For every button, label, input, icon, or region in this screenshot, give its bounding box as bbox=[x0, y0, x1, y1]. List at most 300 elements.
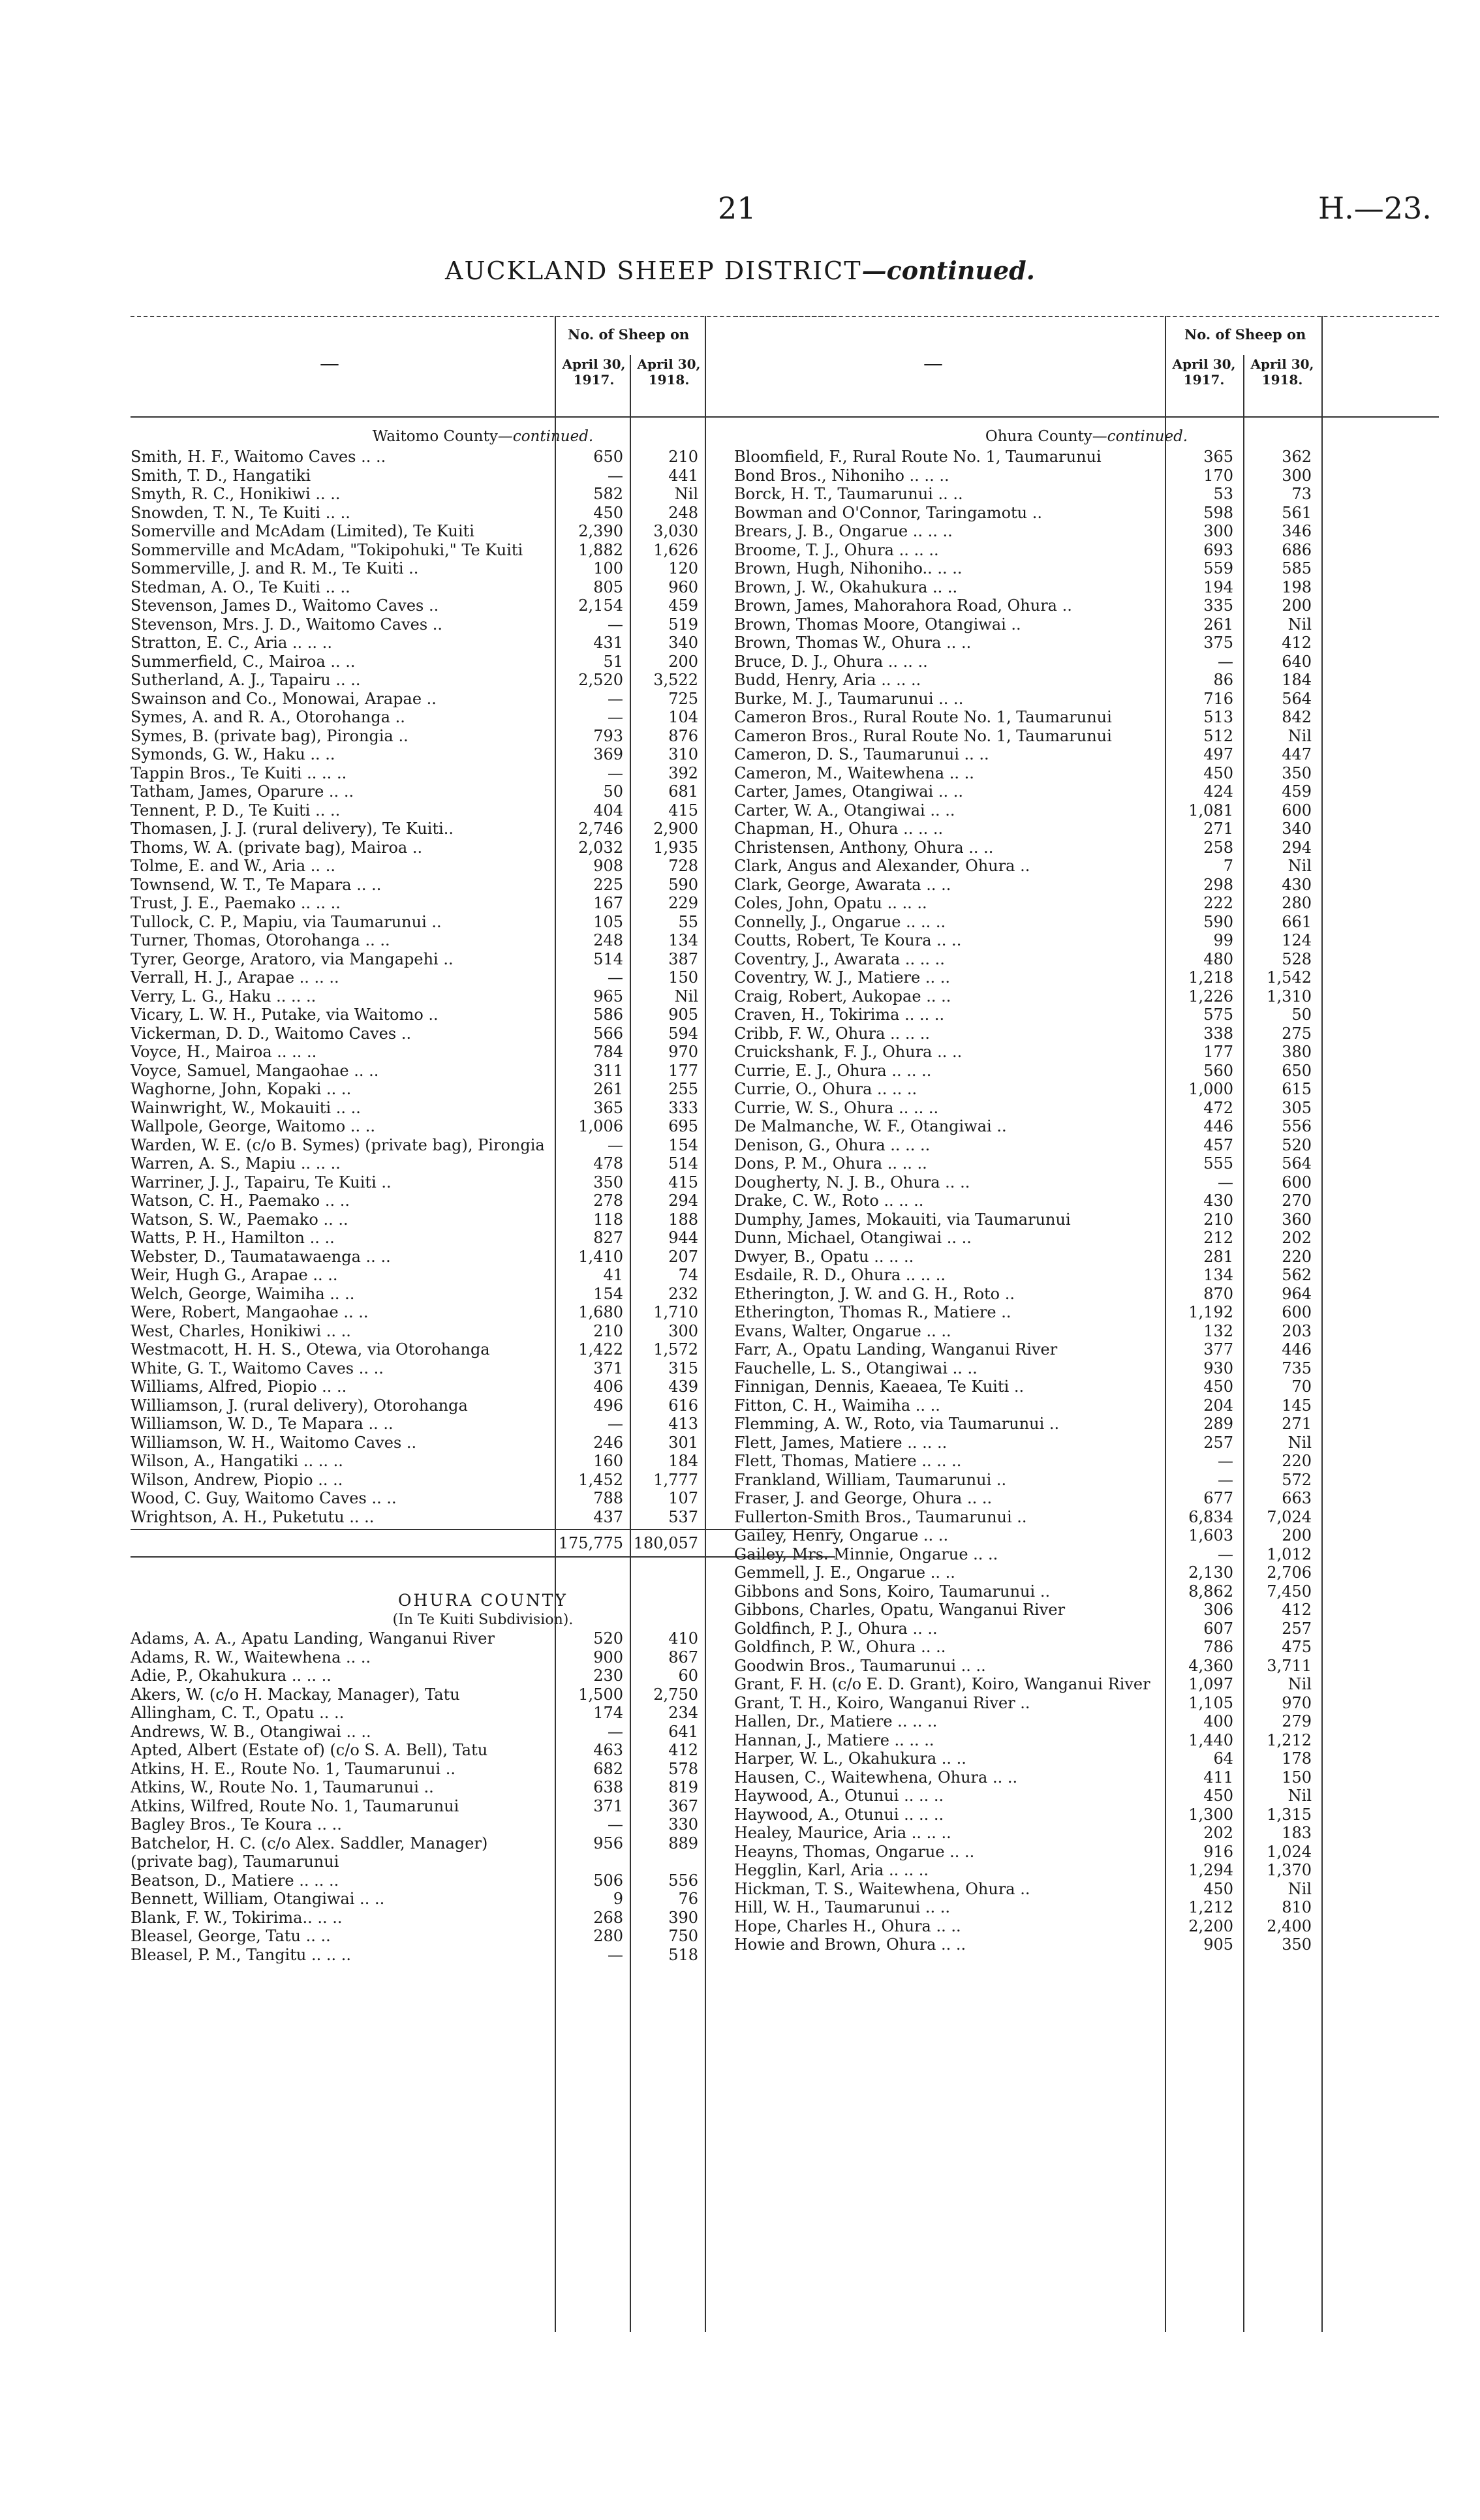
owner-name: Symes, B. (private bag), Pirongia .. bbox=[131, 726, 409, 745]
sheep-1918: Nil bbox=[1287, 1787, 1312, 1805]
owner-name: Tyrer, George, Aratoro, via Mangapehi .. bbox=[131, 949, 454, 968]
sheep-1918: 889 bbox=[668, 1834, 698, 1852]
sheep-1918: 134 bbox=[668, 931, 698, 949]
table-row bbox=[131, 1229, 835, 1248]
owner-name: Watts, P. H., Hamilton .. .. bbox=[131, 1229, 335, 1247]
sheep-1917: 716 bbox=[1203, 689, 1233, 708]
table-row bbox=[734, 801, 1439, 820]
table-body bbox=[734, 448, 1439, 1954]
sheep-1917: 1,226 bbox=[1188, 987, 1233, 1006]
sheep-1917: 497 bbox=[1203, 745, 1233, 763]
sheep-1917: — bbox=[608, 615, 623, 634]
sheep-1918: Nil bbox=[674, 987, 698, 1006]
owner-name: Drake, C. W., Roto .. .. .. bbox=[734, 1191, 924, 1210]
sheep-1917: 496 bbox=[593, 1396, 623, 1415]
sheep-1918: 561 bbox=[1282, 503, 1312, 522]
sheep-1917: 520 bbox=[593, 1629, 623, 1648]
sheep-1918: 514 bbox=[668, 1154, 698, 1173]
sheep-1917: — bbox=[608, 689, 623, 708]
owner-name: Grant, F. H. (c/o E. D. Grant), Koiro, Wanganui River bbox=[734, 1675, 1150, 1693]
owner-name: Connelly, J., Ongarue .. .. .. bbox=[734, 912, 946, 931]
owner-name: Apted, Albert (Estate of) (c/o S. A. Bell), Tatu bbox=[131, 1741, 488, 1759]
sheep-1918: Nil bbox=[1287, 726, 1312, 745]
table-row bbox=[734, 671, 1439, 690]
sheep-1918: 107 bbox=[668, 1489, 698, 1507]
table-row bbox=[131, 1080, 835, 1099]
sheep-1917: 2,032 bbox=[578, 838, 623, 857]
sheep-1918: 234 bbox=[668, 1704, 698, 1722]
sheep-1918: 600 bbox=[1282, 801, 1312, 820]
table-row bbox=[131, 1117, 835, 1136]
owner-name: Sommerville, J. and R. M., Te Kuiti .. bbox=[131, 559, 419, 577]
sheep-1918: 905 bbox=[668, 1006, 698, 1024]
table-row bbox=[734, 1210, 1439, 1229]
owner-name: Hill, W. H., Taumarunui .. .. bbox=[734, 1898, 951, 1916]
table-row bbox=[734, 1787, 1439, 1805]
table-row bbox=[734, 1154, 1439, 1173]
sheep-1918: 1,310 bbox=[1267, 987, 1312, 1006]
owner-name: Haywood, A., Otunui .. .. .. bbox=[734, 1805, 944, 1824]
table-row bbox=[734, 913, 1439, 932]
table-row bbox=[734, 1229, 1439, 1248]
sheep-1917: 431 bbox=[593, 634, 623, 652]
sheep-1918: 681 bbox=[668, 782, 698, 801]
sheep-1917: 41 bbox=[603, 1266, 623, 1284]
owner-name: Brown, Hugh, Nihoniho.. .. .. bbox=[734, 559, 963, 577]
table-row bbox=[734, 727, 1439, 746]
header-date-1917: April 30, 1917. bbox=[562, 356, 626, 388]
table-row bbox=[131, 950, 835, 969]
table-row bbox=[734, 1749, 1439, 1768]
owner-name: Cribb, F. W., Ohura .. .. .. bbox=[734, 1024, 931, 1043]
table-row bbox=[734, 522, 1439, 541]
table-row bbox=[131, 1154, 835, 1173]
table-row bbox=[734, 1768, 1439, 1787]
sheep-1917: 870 bbox=[1203, 1284, 1233, 1303]
sheep-1918: 600 bbox=[1282, 1173, 1312, 1191]
sheep-1917: 134 bbox=[1203, 1266, 1233, 1284]
table-row bbox=[734, 1285, 1439, 1304]
table-row bbox=[734, 559, 1439, 578]
sheep-1918: 362 bbox=[1282, 448, 1312, 466]
sheep-1918: 315 bbox=[668, 1359, 698, 1377]
owner-name: Brown, Thomas W., Ohura .. .. bbox=[734, 634, 972, 652]
owner-name: Frankland, William, Taumarunui .. bbox=[734, 1470, 1007, 1489]
owner-name: Townsend, W. T., Te Mapara .. .. bbox=[131, 875, 382, 894]
sheep-1918: 220 bbox=[1282, 1452, 1312, 1470]
owner-name: Howie and Brown, Ohura .. .. bbox=[734, 1935, 966, 1954]
page-number: 21 bbox=[718, 191, 756, 226]
sheep-1918: 360 bbox=[1282, 1210, 1312, 1229]
sheep-1918: 1,370 bbox=[1267, 1861, 1312, 1879]
page-reference: H.—23. bbox=[1318, 191, 1432, 226]
owner-name: Clark, George, Awarata .. .. bbox=[734, 875, 951, 894]
sheep-1917: 1,882 bbox=[578, 540, 623, 559]
table-row bbox=[131, 1396, 835, 1415]
sheep-1918: 3,522 bbox=[653, 671, 698, 689]
sheep-1918: 686 bbox=[1282, 540, 1312, 559]
table-row bbox=[131, 1667, 835, 1685]
sheep-1918: 1,710 bbox=[653, 1303, 698, 1321]
table-row bbox=[131, 1303, 835, 1322]
sheep-1918: 562 bbox=[1282, 1266, 1312, 1284]
table-row bbox=[131, 931, 835, 950]
sheep-1918: 1,777 bbox=[653, 1470, 698, 1489]
sheep-1917: 512 bbox=[1203, 726, 1233, 745]
owner-name: De Malmanche, W. F., Otangiwai .. bbox=[734, 1117, 1007, 1135]
table-row bbox=[131, 987, 835, 1006]
sheep-1917: 450 bbox=[1203, 1787, 1233, 1805]
header-group: No. of Sheep on bbox=[568, 326, 690, 343]
table-row bbox=[131, 1415, 835, 1434]
sheep-1918: 350 bbox=[1282, 1935, 1312, 1954]
owner-name: Akers, W. (c/o H. Mackay, Manager), Tatu bbox=[131, 1685, 460, 1704]
table-row bbox=[734, 857, 1439, 876]
header-date-1918: April 30, 1918. bbox=[637, 356, 701, 388]
sheep-1918: 271 bbox=[1282, 1415, 1312, 1433]
sheep-1917: 1,422 bbox=[578, 1340, 623, 1359]
sheep-1917: 365 bbox=[593, 1098, 623, 1117]
owner-name: Smith, H. F., Waitomo Caves .. .. bbox=[131, 448, 386, 466]
table-row bbox=[734, 894, 1439, 913]
table-row bbox=[734, 615, 1439, 634]
sheep-1918: 248 bbox=[668, 503, 698, 522]
sheep-1917: 2,390 bbox=[578, 522, 623, 540]
sheep-1917: 9 bbox=[613, 1890, 623, 1908]
sheep-1917: 86 bbox=[1213, 671, 1233, 689]
sheep-1917: 7 bbox=[1223, 857, 1233, 875]
table-row bbox=[131, 838, 835, 857]
table-row bbox=[734, 1861, 1439, 1880]
sheep-1918: 415 bbox=[668, 801, 698, 820]
sheep-1918: 198 bbox=[1282, 577, 1312, 596]
sheep-1917: 559 bbox=[1203, 559, 1233, 577]
sheep-1917: 170 bbox=[1203, 466, 1233, 485]
owner-name: Atkins, H. E., Route No. 1, Taumarunui .. bbox=[131, 1759, 456, 1778]
table-row bbox=[131, 857, 835, 876]
owner-name: Cameron, M., Waitewhena .. .. bbox=[734, 763, 974, 782]
owner-name: Tullock, C. P., Mapiu, via Taumarunui .. bbox=[131, 912, 442, 931]
table-row bbox=[131, 522, 835, 541]
owner-name: Carter, W. A., Otangiwai .. .. bbox=[734, 801, 955, 820]
table-row bbox=[734, 578, 1439, 597]
sheep-1917: 225 bbox=[593, 875, 623, 894]
sheep-1917: 446 bbox=[1203, 1117, 1233, 1135]
sheep-1917: 406 bbox=[593, 1377, 623, 1396]
sheep-1917: 174 bbox=[593, 1704, 623, 1722]
table-header bbox=[131, 316, 835, 418]
sheep-1917: 1,294 bbox=[1188, 1861, 1233, 1879]
sheep-1917: 513 bbox=[1203, 708, 1233, 726]
table-row bbox=[131, 708, 835, 727]
sheep-1918: 519 bbox=[668, 615, 698, 634]
table-row bbox=[734, 1415, 1439, 1434]
owner-name: Sutherland, A. J., Tapairu .. .. bbox=[131, 671, 361, 689]
table-row bbox=[131, 913, 835, 932]
sheep-1917: 8,862 bbox=[1188, 1582, 1233, 1601]
owner-name: Currie, O., Ohura .. .. .. bbox=[734, 1080, 917, 1098]
sheep-1917: 298 bbox=[1203, 875, 1233, 894]
sheep-1918: 725 bbox=[668, 689, 698, 708]
sheep-1918: 590 bbox=[668, 875, 698, 894]
sheep-1917: 1,680 bbox=[578, 1303, 623, 1321]
sheep-1917: 212 bbox=[1203, 1229, 1233, 1247]
table-row bbox=[131, 1434, 835, 1452]
sheep-1918: 475 bbox=[1282, 1638, 1312, 1656]
sheep-1917: 677 bbox=[1203, 1489, 1233, 1507]
sheep-1917: 210 bbox=[593, 1321, 623, 1340]
sheep-1918: 412 bbox=[668, 1741, 698, 1759]
owner-name: Blank, F. W., Tokirima.. .. .. bbox=[131, 1908, 343, 1927]
sheep-1917: — bbox=[1218, 1173, 1233, 1191]
sheep-1917: 693 bbox=[1203, 540, 1233, 559]
owner-name: Stevenson, James D., Waitomo Caves .. bbox=[131, 596, 439, 615]
table-row bbox=[131, 1778, 835, 1797]
owner-name: Evans, Walter, Ongarue .. .. bbox=[734, 1321, 951, 1340]
sheep-1918: 960 bbox=[668, 577, 698, 596]
sheep-1917: — bbox=[608, 1945, 623, 1964]
table-row bbox=[131, 1797, 835, 1816]
table-row bbox=[131, 1210, 835, 1229]
sheep-1918: 340 bbox=[668, 634, 698, 652]
table-row bbox=[131, 1946, 835, 1965]
table-row bbox=[131, 1909, 835, 1928]
table-row bbox=[734, 448, 1439, 467]
owner-name: Warriner, J. J., Tapairu, Te Kuiti .. bbox=[131, 1173, 392, 1191]
table-row bbox=[734, 1657, 1439, 1676]
sheep-1918: 585 bbox=[1282, 559, 1312, 577]
owner-name: Trust, J. E., Paemako .. .. .. bbox=[131, 894, 341, 912]
table-row bbox=[734, 764, 1439, 783]
sheep-1917: 204 bbox=[1203, 1396, 1233, 1415]
owner-name: Brown, James, Mahorahora Road, Ohura .. bbox=[734, 596, 1072, 615]
sheep-1918: 415 bbox=[668, 1173, 698, 1191]
table-row bbox=[131, 1377, 835, 1396]
sheep-1918: 964 bbox=[1282, 1284, 1312, 1303]
owner-name: Hannan, J., Matiere .. .. .. bbox=[734, 1730, 934, 1749]
table-row bbox=[131, 876, 835, 895]
table-row bbox=[734, 1191, 1439, 1210]
sheep-1917: 177 bbox=[1203, 1043, 1233, 1061]
sheep-1917: 280 bbox=[593, 1927, 623, 1945]
owner-name: Bloomfield, F., Rural Route No. 1, Taumarunui bbox=[734, 448, 1102, 466]
sheep-1917: 793 bbox=[593, 726, 623, 745]
sheep-1917: 908 bbox=[593, 857, 623, 875]
table-row bbox=[131, 690, 835, 709]
sheep-1918: 387 bbox=[668, 949, 698, 968]
sheep-1918: 447 bbox=[1282, 745, 1312, 763]
owner-name: Currie, W. S., Ohura .. .. .. bbox=[734, 1098, 939, 1117]
table-row bbox=[734, 1824, 1439, 1843]
sheep-1918: 2,900 bbox=[653, 820, 698, 838]
owner-name: Esdaile, R. D., Ohura .. .. .. bbox=[734, 1266, 946, 1284]
sheep-1917: 956 bbox=[593, 1834, 623, 1852]
table-row bbox=[734, 596, 1439, 615]
table-row bbox=[734, 1340, 1439, 1359]
table-row bbox=[734, 1526, 1439, 1545]
table-row bbox=[131, 596, 835, 615]
owner-name: Adams, A. A., Apatu Landing, Wanganui River bbox=[131, 1629, 495, 1648]
table-row bbox=[734, 1638, 1439, 1657]
sheep-1917: 650 bbox=[593, 448, 623, 466]
owner-name: Clark, Angus and Alexander, Ohura .. bbox=[734, 857, 1030, 875]
sheep-1918: 380 bbox=[1282, 1043, 1312, 1061]
sheep-1918: 392 bbox=[668, 763, 698, 782]
table-row bbox=[131, 504, 835, 523]
owner-name: Voyce, Samuel, Mangaohae .. .. bbox=[131, 1061, 379, 1080]
table-row bbox=[131, 615, 835, 634]
owner-name: Williams, Alfred, Piopio .. .. bbox=[131, 1377, 347, 1396]
owner-name: Bennett, William, Otangiwai .. .. bbox=[131, 1890, 385, 1908]
sheep-1917: 450 bbox=[1203, 1879, 1233, 1898]
owner-name: Tappin Bros., Te Kuiti .. .. .. bbox=[131, 763, 347, 782]
owner-name: Haywood, A., Otunui .. .. .. bbox=[734, 1787, 944, 1805]
sheep-1917: 64 bbox=[1213, 1749, 1233, 1768]
owner-name: Brears, J. B., Ongarue .. .. .. bbox=[734, 522, 953, 540]
sheep-1918: 367 bbox=[668, 1796, 698, 1815]
sheep-1917: 311 bbox=[593, 1061, 623, 1080]
owner-name: Coutts, Robert, Te Koura .. .. bbox=[734, 931, 962, 949]
table-row bbox=[734, 950, 1439, 969]
sheep-1917: 2,200 bbox=[1188, 1916, 1233, 1935]
owner-name: Thoms, W. A. (private bag), Mairoa .. bbox=[131, 838, 423, 857]
table-row bbox=[131, 671, 835, 690]
owner-name: Wilson, A., Hangatiki .. .. .. bbox=[131, 1452, 343, 1470]
owner-name: Webster, D., Taumatawaenga .. .. bbox=[131, 1247, 391, 1266]
table-row bbox=[734, 1136, 1439, 1155]
owner-name: Sommerville and McAdam, "Tokipohuki," Te Kuiti bbox=[131, 540, 523, 559]
table-row bbox=[131, 1006, 835, 1024]
sheep-1917: 289 bbox=[1203, 1415, 1233, 1433]
sheep-1918: Nil bbox=[674, 485, 698, 503]
sheep-1917: 371 bbox=[593, 1796, 623, 1815]
right-column bbox=[734, 316, 1439, 2332]
table-row bbox=[131, 727, 835, 746]
owner-name: Harper, W. L., Okahukura .. .. bbox=[734, 1749, 966, 1768]
table-row bbox=[734, 1712, 1439, 1731]
owner-name: Bagley Bros., Te Koura .. .. bbox=[131, 1815, 342, 1834]
owner-name: Stevenson, Mrs. J. D., Waitomo Caves .. bbox=[131, 615, 443, 634]
table-row bbox=[734, 1043, 1439, 1062]
sheep-1917: 424 bbox=[1203, 782, 1233, 801]
owner-name: Wrightson, A. H., Puketutu .. .. bbox=[131, 1507, 375, 1526]
owner-name: Batchelor, H. C. (c/o Alex. Saddler, Manager) (private bag), Taumarunui bbox=[131, 1834, 488, 1871]
sheep-1917: 1,452 bbox=[578, 1470, 623, 1489]
sheep-1918: 1,024 bbox=[1267, 1842, 1312, 1861]
sheep-1918: 413 bbox=[668, 1415, 698, 1433]
sheep-1918: 178 bbox=[1282, 1749, 1312, 1768]
owner-name: Tennent, P. D., Te Kuiti .. .. bbox=[131, 801, 341, 820]
total-1917: 175,775 bbox=[558, 1534, 623, 1552]
owner-name: Vicary, L. W. H., Putake, via Waitomo .. bbox=[131, 1006, 439, 1024]
sheep-1917: 1,440 bbox=[1188, 1730, 1233, 1749]
sheep-1918: 154 bbox=[668, 1135, 698, 1154]
owner-name: Westmacott, H. H. S., Otewa, via Otorohanga bbox=[131, 1340, 490, 1359]
header-dash: — bbox=[923, 352, 943, 375]
table-row bbox=[734, 467, 1439, 485]
sheep-1917: 1,300 bbox=[1188, 1805, 1233, 1824]
table-row bbox=[131, 1024, 835, 1043]
sheep-1918: 305 bbox=[1282, 1098, 1312, 1117]
sheep-1918: 390 bbox=[668, 1908, 698, 1927]
table-row bbox=[734, 1489, 1439, 1508]
sheep-1917: 827 bbox=[593, 1229, 623, 1247]
sheep-1917: 784 bbox=[593, 1043, 623, 1061]
sheep-1918: 564 bbox=[1282, 1154, 1312, 1173]
table-row bbox=[131, 1062, 835, 1081]
table-row bbox=[734, 1024, 1439, 1043]
sheep-1918: 203 bbox=[1282, 1321, 1312, 1340]
sheep-1917: — bbox=[608, 1722, 623, 1741]
table-header bbox=[734, 316, 1439, 418]
header-date-1918: April 30, 1918. bbox=[1250, 356, 1314, 388]
owner-name: Bleasel, George, Tatu .. .. bbox=[131, 1927, 331, 1945]
sheep-1917: 472 bbox=[1203, 1098, 1233, 1117]
sheep-1918: 412 bbox=[1282, 1601, 1312, 1619]
sheep-1917: 160 bbox=[593, 1452, 623, 1470]
table-row bbox=[131, 1285, 835, 1304]
sheep-1918: 330 bbox=[668, 1815, 698, 1834]
table-row bbox=[734, 504, 1439, 523]
sheep-1917: — bbox=[608, 1415, 623, 1433]
table-row bbox=[131, 894, 835, 913]
owner-name: Gemmell, J. E., Ongarue .. .. bbox=[734, 1563, 955, 1582]
owner-name: White, G. T., Waitomo Caves .. .. bbox=[131, 1359, 384, 1377]
table-row bbox=[734, 968, 1439, 987]
header-date-1917: April 30, 1917. bbox=[1172, 356, 1236, 388]
section-continued: —continued. bbox=[497, 428, 594, 445]
owner-name: Stratton, E. C., Aria .. .. .. bbox=[131, 634, 332, 652]
table-row bbox=[734, 1917, 1439, 1936]
table-row bbox=[734, 1675, 1439, 1694]
sheep-1918: 459 bbox=[668, 596, 698, 615]
sheep-1917: 51 bbox=[603, 652, 623, 671]
sheep-1917: 99 bbox=[1213, 931, 1233, 949]
owner-name: Summerfield, C., Mairoa .. .. bbox=[131, 652, 356, 671]
sheep-1918: 728 bbox=[668, 857, 698, 875]
sheep-1918: 2,400 bbox=[1267, 1916, 1312, 1935]
table-row bbox=[734, 1248, 1439, 1267]
owner-name: Bleasel, P. M., Tangitu .. .. .. bbox=[131, 1945, 351, 1964]
table-row bbox=[131, 1248, 835, 1267]
owner-name: Smith, T. D., Hangatiki bbox=[131, 466, 311, 485]
sheep-1917: 194 bbox=[1203, 577, 1233, 596]
owner-name: Dougherty, N. J. B., Ohura .. .. bbox=[734, 1173, 970, 1191]
sheep-1918: 73 bbox=[1291, 485, 1312, 503]
sheep-1918: 184 bbox=[668, 1452, 698, 1470]
table-row bbox=[734, 931, 1439, 950]
sheep-1917: 682 bbox=[593, 1759, 623, 1778]
sheep-1917: 900 bbox=[593, 1648, 623, 1667]
owner-name: Fraser, J. and George, Ohura .. .. bbox=[734, 1489, 993, 1507]
page-title bbox=[0, 256, 1480, 285]
owner-name: Coventry, J., Awarata .. .. .. bbox=[734, 949, 945, 968]
sheep-1918: 310 bbox=[668, 745, 698, 763]
sheep-1918: 2,706 bbox=[1267, 1563, 1312, 1582]
table-row bbox=[131, 1043, 835, 1062]
sheep-1917: 457 bbox=[1203, 1135, 1233, 1154]
sheep-1918: 104 bbox=[668, 708, 698, 726]
owner-name: Fullerton-Smith Bros., Taumarunui .. bbox=[734, 1507, 1027, 1526]
sheep-1918: 1,012 bbox=[1267, 1544, 1312, 1563]
owner-name: Finnigan, Dennis, Kaeaea, Te Kuiti .. bbox=[734, 1377, 1025, 1396]
owner-name: Welch, George, Waimiha .. .. bbox=[131, 1284, 355, 1303]
section-subheading: (In Te Kuiti Subdivision). bbox=[392, 1612, 574, 1628]
owner-name: Hallen, Dr., Matiere .. .. .. bbox=[734, 1712, 938, 1730]
sheep-1917: 400 bbox=[1203, 1712, 1233, 1730]
sheep-1917: 248 bbox=[593, 931, 623, 949]
sheep-1917: 268 bbox=[593, 1908, 623, 1927]
